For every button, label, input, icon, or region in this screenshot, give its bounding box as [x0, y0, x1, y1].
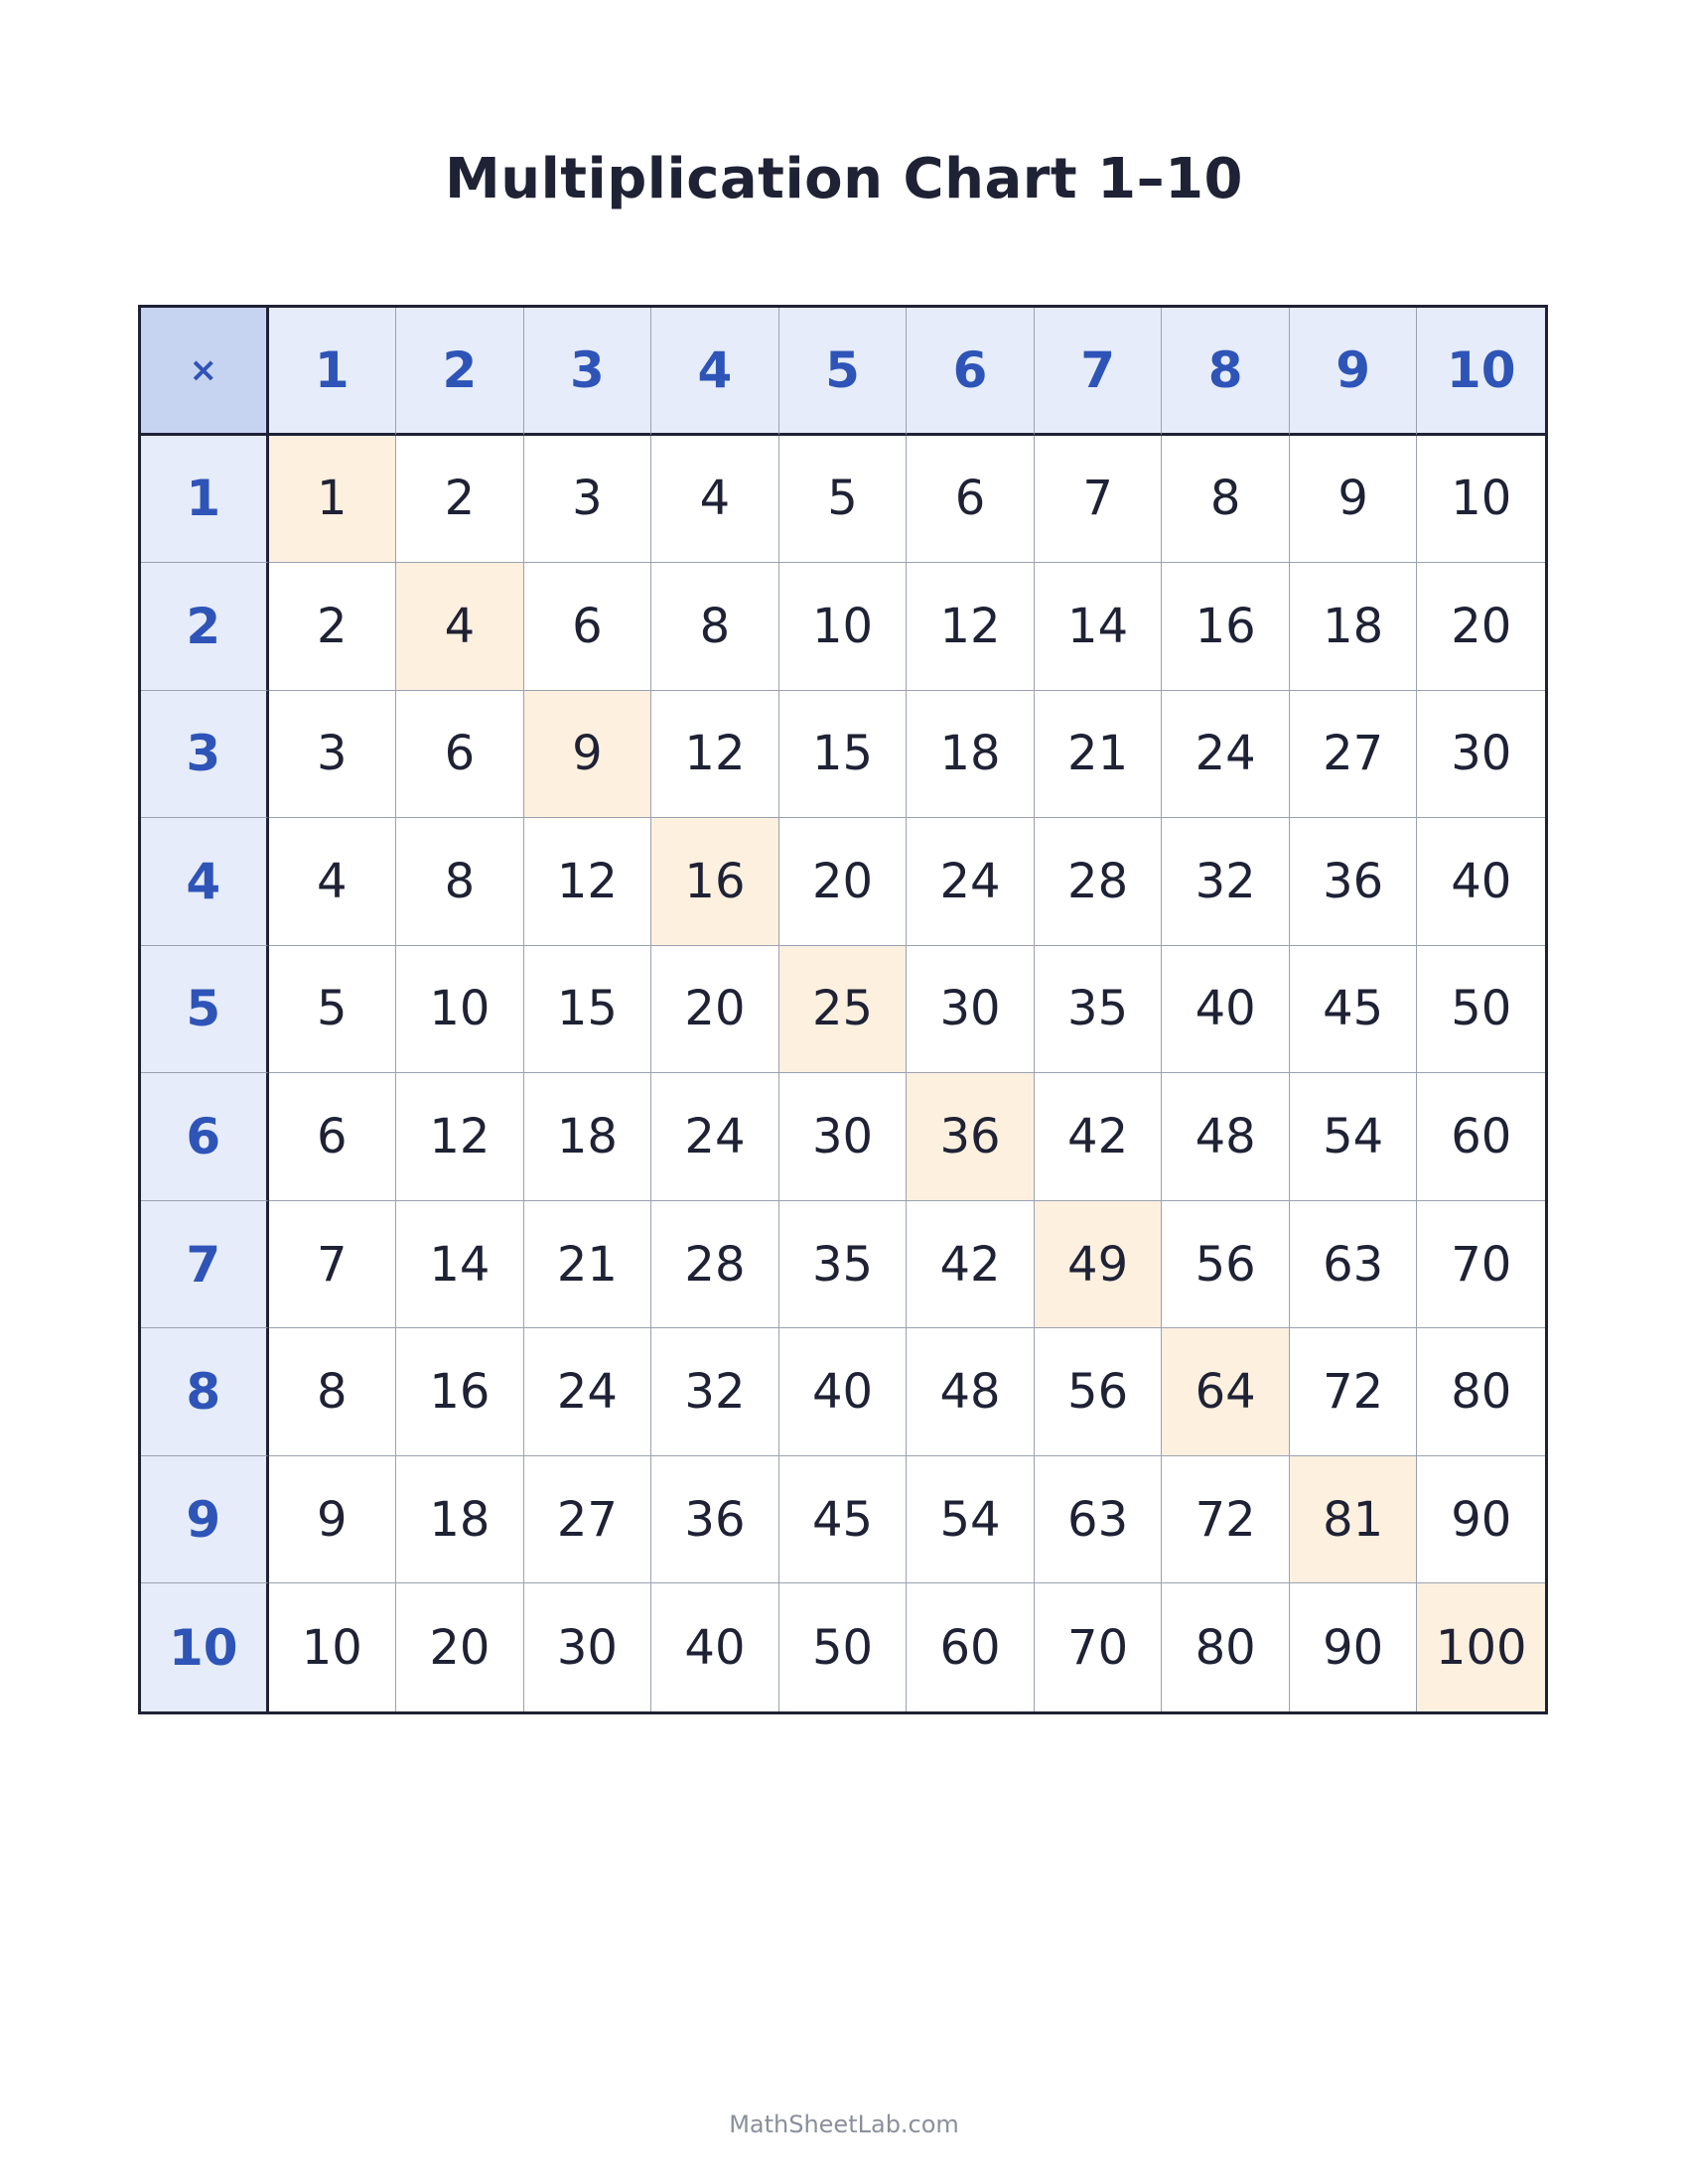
product-cell: 40 — [1162, 946, 1290, 1074]
product-cell: 8 — [1162, 436, 1290, 564]
product-cell: 32 — [651, 1328, 779, 1456]
column-header: 5 — [779, 308, 908, 436]
row-header: 3 — [141, 691, 269, 819]
product-cell: 30 — [1417, 691, 1545, 819]
row-header: 7 — [141, 1201, 269, 1329]
square-product-cell: 64 — [1162, 1328, 1290, 1456]
row-header: 5 — [141, 946, 269, 1074]
column-header: 7 — [1035, 308, 1163, 436]
product-cell: 48 — [907, 1328, 1035, 1456]
product-cell: 4 — [269, 818, 397, 946]
product-cell: 12 — [907, 563, 1035, 691]
product-cell: 12 — [524, 818, 652, 946]
product-cell: 20 — [651, 946, 779, 1074]
product-cell: 63 — [1035, 1456, 1163, 1584]
product-cell: 14 — [1035, 563, 1163, 691]
product-cell: 7 — [1035, 436, 1163, 564]
product-cell: 6 — [524, 563, 652, 691]
product-cell: 90 — [1417, 1456, 1545, 1584]
product-cell: 30 — [779, 1073, 908, 1201]
product-cell: 48 — [1162, 1073, 1290, 1201]
product-cell: 15 — [524, 946, 652, 1074]
product-cell: 12 — [396, 1073, 524, 1201]
product-cell: 35 — [779, 1201, 908, 1329]
row-header: 2 — [141, 563, 269, 691]
column-header: 2 — [396, 308, 524, 436]
column-header: 10 — [1417, 308, 1545, 436]
product-cell: 63 — [1290, 1201, 1418, 1329]
product-cell: 40 — [1417, 818, 1545, 946]
column-header: 9 — [1290, 308, 1418, 436]
product-cell: 9 — [1290, 436, 1418, 564]
product-cell: 6 — [907, 436, 1035, 564]
square-product-cell: 25 — [779, 946, 908, 1074]
row-header: 1 — [141, 436, 269, 564]
product-cell: 40 — [651, 1583, 779, 1711]
product-cell: 70 — [1417, 1201, 1545, 1329]
square-product-cell: 100 — [1417, 1583, 1545, 1711]
product-cell: 7 — [269, 1201, 397, 1329]
product-cell: 36 — [1290, 818, 1418, 946]
product-cell: 56 — [1162, 1201, 1290, 1329]
product-cell: 36 — [651, 1456, 779, 1584]
square-product-cell: 4 — [396, 563, 524, 691]
product-cell: 24 — [651, 1073, 779, 1201]
column-header: 6 — [907, 308, 1035, 436]
product-cell: 5 — [269, 946, 397, 1074]
column-header: 8 — [1162, 308, 1290, 436]
product-cell: 4 — [651, 436, 779, 564]
product-cell: 5 — [779, 436, 908, 564]
product-cell: 42 — [1035, 1073, 1163, 1201]
product-cell: 18 — [907, 691, 1035, 819]
product-cell: 21 — [524, 1201, 652, 1329]
product-cell: 24 — [907, 818, 1035, 946]
row-header: 4 — [141, 818, 269, 946]
multiplication-table — [138, 305, 1548, 1714]
product-cell: 18 — [396, 1456, 524, 1584]
product-cell: 2 — [396, 436, 524, 564]
product-cell: 14 — [396, 1201, 524, 1329]
footer-site-name: MathSheetLab.com — [729, 2111, 959, 2138]
product-cell: 42 — [907, 1201, 1035, 1329]
product-cell: 45 — [1290, 946, 1418, 1074]
square-product-cell: 16 — [651, 818, 779, 946]
square-product-cell: 1 — [269, 436, 397, 564]
product-cell: 6 — [396, 691, 524, 819]
product-cell: 3 — [269, 691, 397, 819]
product-cell: 80 — [1417, 1328, 1545, 1456]
column-header: 3 — [524, 308, 652, 436]
corner-multiply-symbol: × — [141, 308, 269, 436]
product-cell: 21 — [1035, 691, 1163, 819]
product-cell: 10 — [396, 946, 524, 1074]
column-header: 4 — [651, 308, 779, 436]
product-cell: 8 — [396, 818, 524, 946]
product-cell: 20 — [779, 818, 908, 946]
product-cell: 10 — [1417, 436, 1545, 564]
product-cell: 45 — [779, 1456, 908, 1584]
product-cell: 72 — [1162, 1456, 1290, 1584]
product-cell: 6 — [269, 1073, 397, 1201]
product-cell: 72 — [1290, 1328, 1418, 1456]
product-cell: 8 — [651, 563, 779, 691]
product-cell: 20 — [1417, 563, 1545, 691]
product-cell: 3 — [524, 436, 652, 564]
product-cell: 70 — [1035, 1583, 1163, 1711]
product-cell: 24 — [1162, 691, 1290, 819]
square-product-cell: 36 — [907, 1073, 1035, 1201]
product-cell: 30 — [524, 1583, 652, 1711]
product-cell: 10 — [269, 1583, 397, 1711]
row-header: 10 — [141, 1583, 269, 1711]
product-cell: 40 — [779, 1328, 908, 1456]
row-header: 6 — [141, 1073, 269, 1201]
square-product-cell: 9 — [524, 691, 652, 819]
product-cell: 10 — [779, 563, 908, 691]
product-cell: 32 — [1162, 818, 1290, 946]
product-cell: 28 — [1035, 818, 1163, 946]
square-product-cell: 81 — [1290, 1456, 1418, 1584]
row-header: 9 — [141, 1456, 269, 1584]
product-cell: 35 — [1035, 946, 1163, 1074]
product-cell: 12 — [651, 691, 779, 819]
product-cell: 54 — [907, 1456, 1035, 1584]
product-cell: 18 — [1290, 563, 1418, 691]
product-cell: 24 — [524, 1328, 652, 1456]
row-header: 8 — [141, 1328, 269, 1456]
product-cell: 16 — [396, 1328, 524, 1456]
product-cell: 8 — [269, 1328, 397, 1456]
page-title: Multiplication Chart 1–10 — [444, 147, 1244, 211]
product-cell: 27 — [1290, 691, 1418, 819]
product-cell: 80 — [1162, 1583, 1290, 1711]
product-cell: 18 — [524, 1073, 652, 1201]
product-cell: 9 — [269, 1456, 397, 1584]
product-cell: 54 — [1290, 1073, 1418, 1201]
column-header: 1 — [269, 308, 397, 436]
product-cell: 50 — [779, 1583, 908, 1711]
product-cell: 28 — [651, 1201, 779, 1329]
product-cell: 2 — [269, 563, 397, 691]
product-cell: 60 — [1417, 1073, 1545, 1201]
square-product-cell: 49 — [1035, 1201, 1163, 1329]
product-cell: 50 — [1417, 946, 1545, 1074]
product-cell: 20 — [396, 1583, 524, 1711]
product-cell: 15 — [779, 691, 908, 819]
product-cell: 90 — [1290, 1583, 1418, 1711]
product-cell: 16 — [1162, 563, 1290, 691]
product-cell: 60 — [907, 1583, 1035, 1711]
product-cell: 27 — [524, 1456, 652, 1584]
product-cell: 56 — [1035, 1328, 1163, 1456]
product-cell: 30 — [907, 946, 1035, 1074]
